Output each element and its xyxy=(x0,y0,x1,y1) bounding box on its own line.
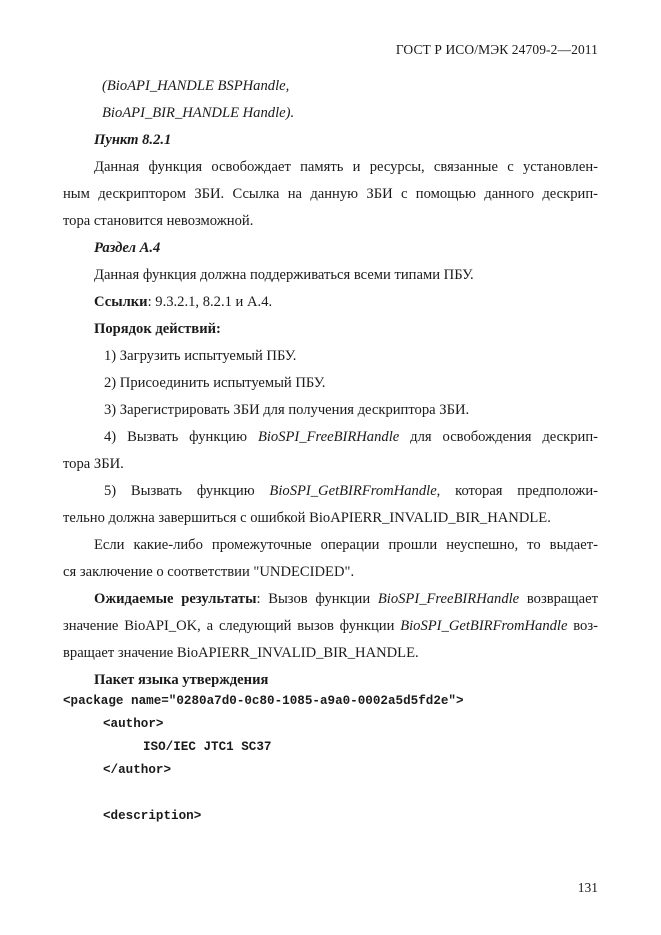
signature-line-2: BioAPI_BIR_HANDLE Handle). xyxy=(102,105,295,121)
references-line xyxy=(63,289,598,316)
expected-results-line: вращает значение BioAPIERR_INVALID_BIR_HANDLE. xyxy=(63,645,419,661)
procedure-step-3: 3) Зарегистрировать ЗБИ для получения дескриптора ЗБИ. xyxy=(104,402,470,418)
expected-results-label: Ожидаемые результаты xyxy=(94,591,257,607)
procedure-step-4: 4) Вызвать функцию BioSPI_FreeBIRHandle для освобождения дескрип- xyxy=(104,429,598,445)
function-name: BioSPI_FreeBIRHandle xyxy=(257,429,400,445)
code-line: <description> xyxy=(103,809,202,823)
standard-header: ГОСТ Р ИСО/МЭК 24709-2—2011 xyxy=(395,42,598,57)
failure-text-line: ся заключение о соответствии "UNDECIDED". xyxy=(63,564,355,580)
procedure-step-4-cont: тора ЗБИ. xyxy=(63,456,124,472)
clause-heading: Пункт 8.2.1 xyxy=(94,132,172,148)
references-label: Ссылки xyxy=(94,294,148,310)
references-value: : 9.3.2.1, 8.2.1 и А.4. xyxy=(147,294,273,310)
expected-results-line: Ожидаемые результаты: Вызов функции BioSPI_FreeBIRHandle возвращает xyxy=(94,591,598,607)
page-number: 131 xyxy=(577,880,598,895)
procedure-heading: Порядок действий: xyxy=(94,321,221,337)
procedure-step-1: 1) Загрузить испытуемый ПБУ. xyxy=(104,348,297,364)
section-heading: Раздел А.4 xyxy=(94,240,161,256)
code-block xyxy=(63,690,603,828)
function-name: BioSPI_GetBIRFromHandle xyxy=(269,483,437,499)
procedure-step-2: 2) Присоединить испытуемый ПБУ. xyxy=(104,375,326,391)
failure-text-line: Если какие-либо промежуточные операции прошли неуспешно, то выдает- xyxy=(94,537,598,553)
code-blank-line xyxy=(63,782,603,805)
code-line: ISO/IEC JTC1 SC37 xyxy=(143,740,272,754)
function-name: BioSPI_GetBIRFromHandle xyxy=(400,618,568,634)
function-name: BioSPI_FreeBIRHandle xyxy=(377,591,520,607)
section-text: Данная функция должна поддерживаться всеми типами ПБУ. xyxy=(94,267,474,283)
code-line: <author> xyxy=(103,717,164,731)
package-heading: Пакет языка утверждения xyxy=(94,672,269,688)
clause-text-line: ным дескриптором ЗБИ. Ссылка на данную ЗБИ с помощью данного дескрип- xyxy=(63,186,598,202)
code-line: </author> xyxy=(103,763,172,777)
code-line: <package name="0280a7d0-0c80-1085-a9a0-0002a5d5fd2e"> xyxy=(63,694,464,708)
clause-text-line: Данная функция освобождает память и ресурсы, связанные с установлен- xyxy=(94,159,598,175)
signature-line-1: (BioAPI_HANDLE BSPHandle, xyxy=(102,78,290,94)
procedure-step-5-cont: тельно должна завершиться с ошибкой BioAPIERR_INVALID_BIR_HANDLE. xyxy=(63,510,551,526)
procedure-step-5: 5) Вызвать функцию BioSPI_GetBIRFromHandle, которая предположи- xyxy=(104,483,598,499)
expected-results-line: значение BioAPI_OK, а следующий вызов функции BioSPI_GetBIRFromHandle воз- xyxy=(63,618,598,634)
body-text xyxy=(63,73,598,694)
clause-text-line: тора становится невозможной. xyxy=(63,213,254,229)
